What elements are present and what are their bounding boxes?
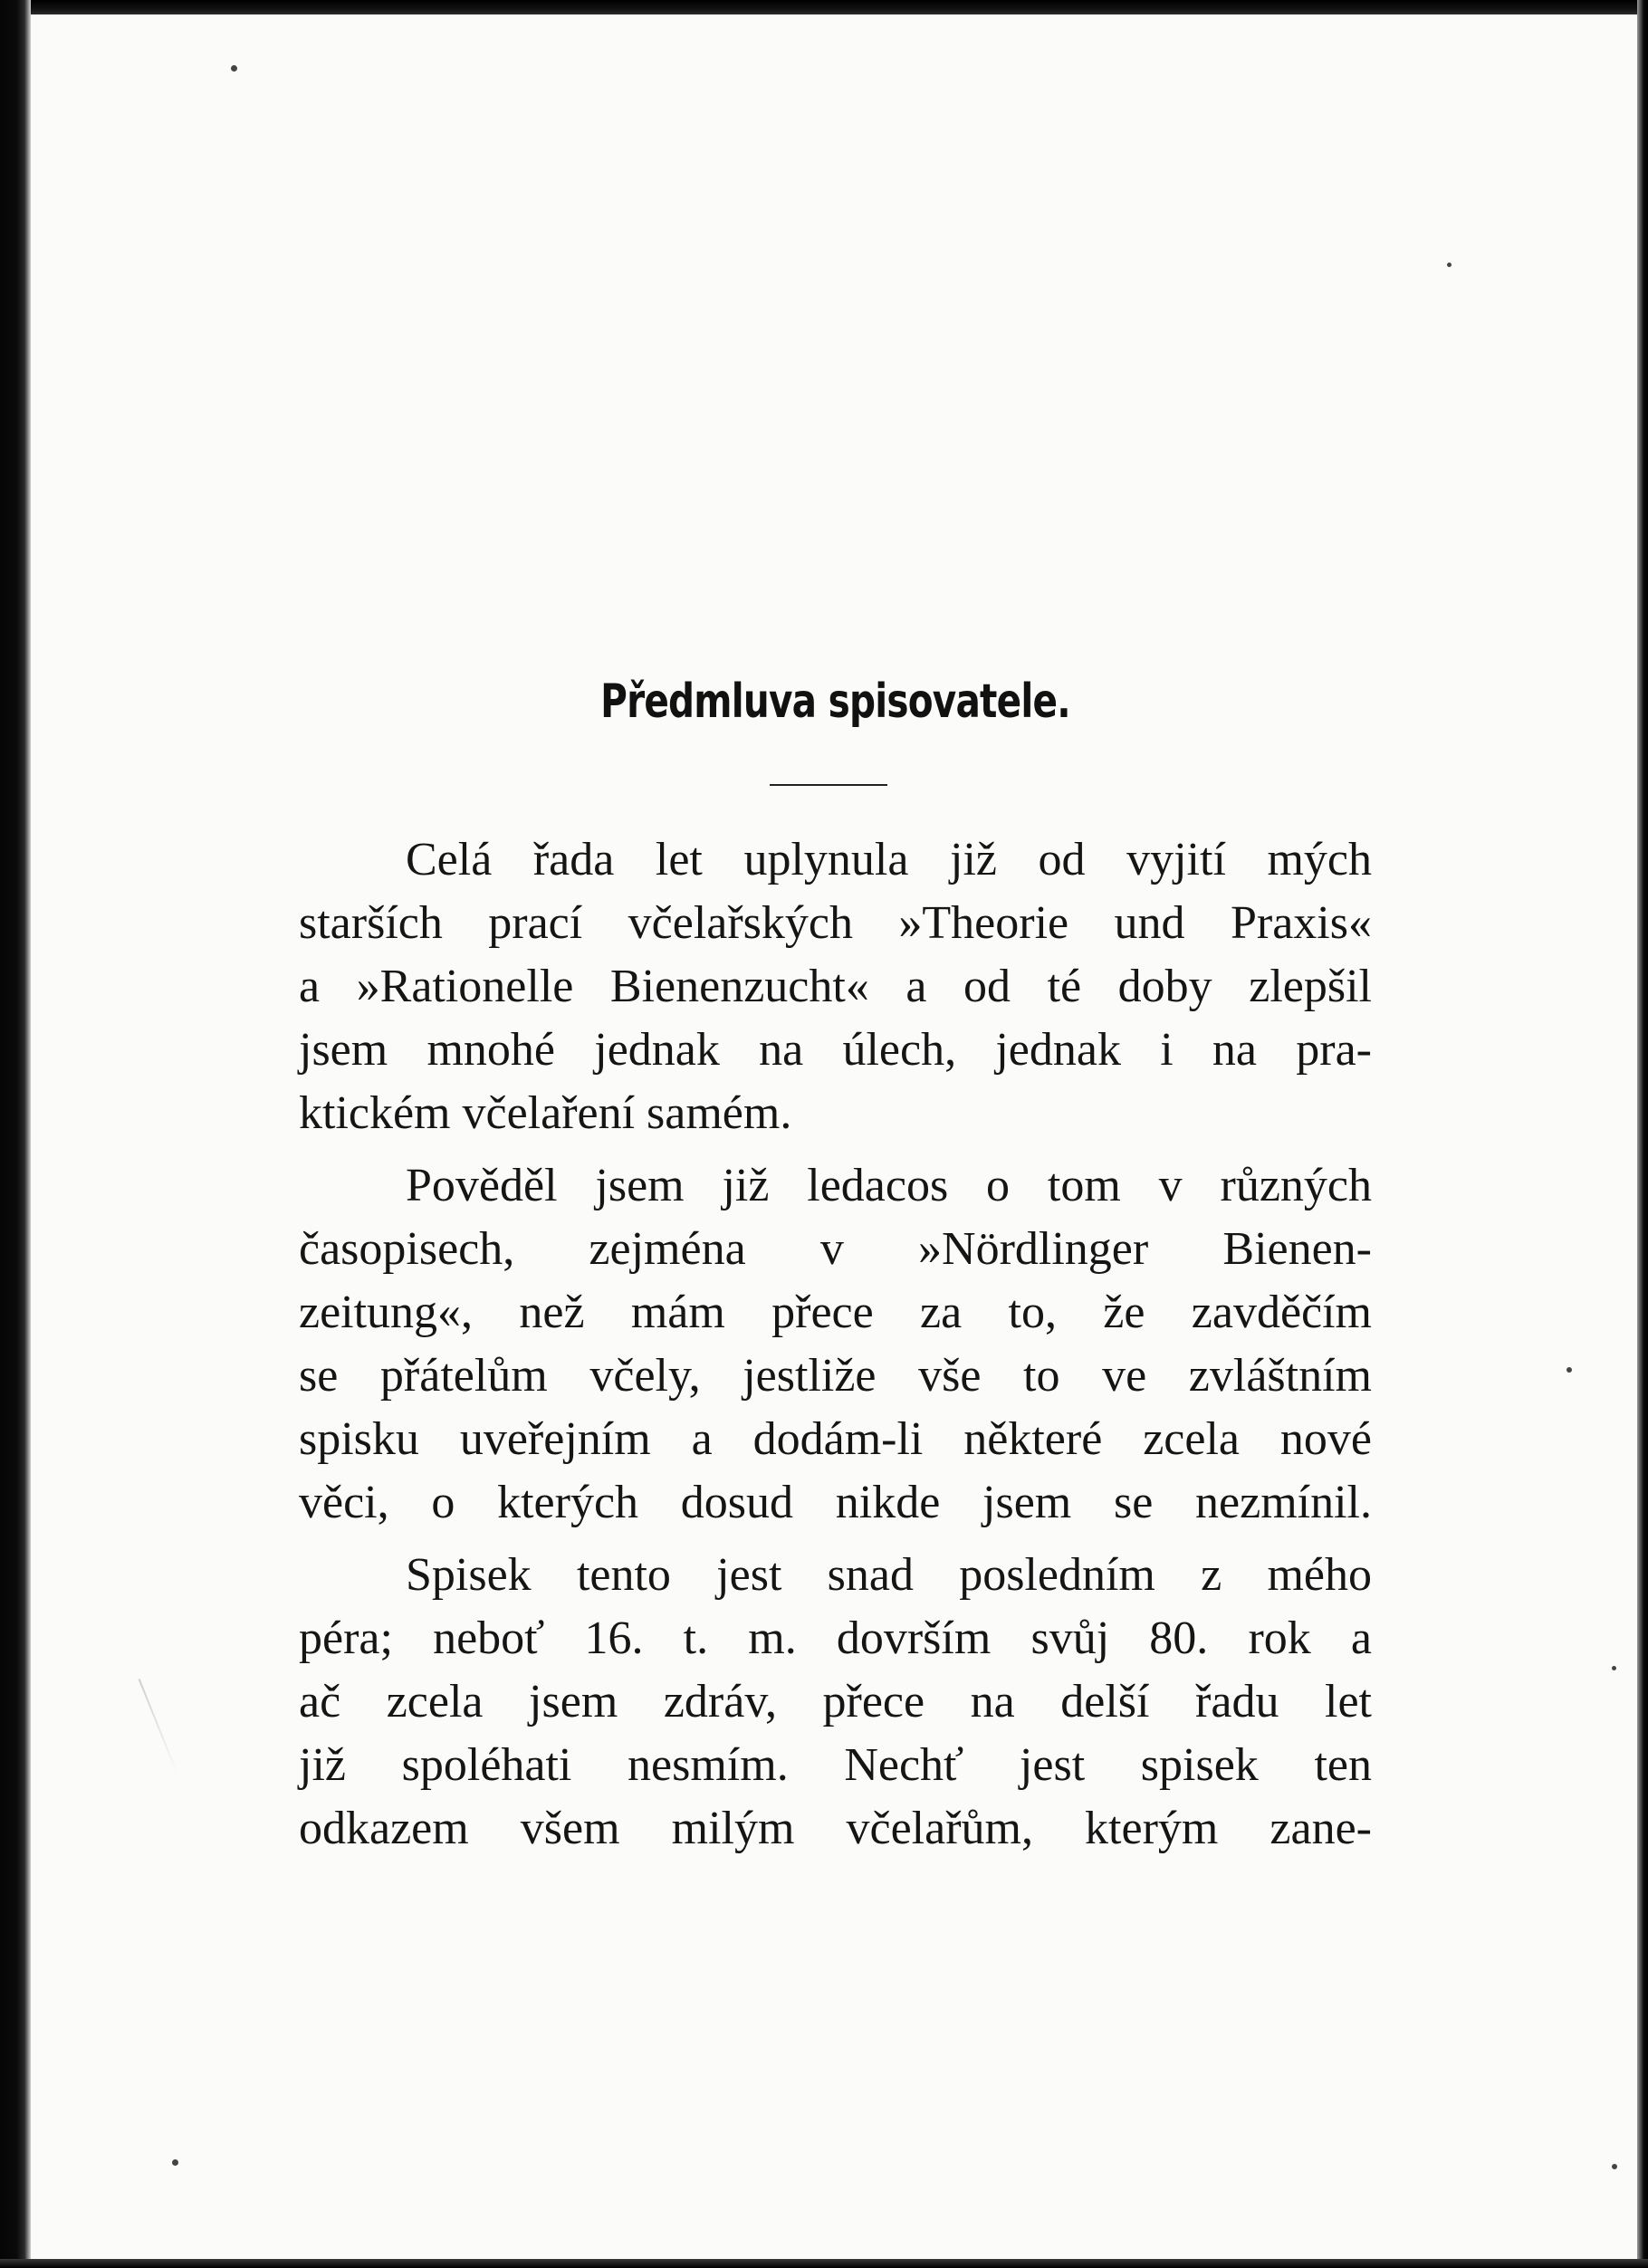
text-line: zeitung«, než mám přece za to, že zavděčím — [299, 1287, 1372, 1338]
text-line: Spisek tento jest snad posledním z mého — [406, 1549, 1372, 1601]
text-line: péra; neboť 16. t. m. dovrším svůj 80. rok a — [299, 1612, 1372, 1664]
dust-speck — [1567, 1367, 1572, 1373]
body-text — [299, 828, 1372, 1870]
text-line: ač zcela jsem zdráv, přece na delší řadu let — [299, 1676, 1372, 1727]
text-line: se přátelům včely, jestliže vše to ve zvláštním — [299, 1350, 1372, 1402]
paragraph — [299, 1544, 1372, 1861]
text-line: věci, o kterých dosud nikde jsem se nezmínil. — [299, 1477, 1372, 1528]
dust-speck — [1447, 263, 1452, 267]
dust-speck — [172, 2159, 178, 2166]
paper-crease — [139, 1679, 181, 1780]
scan-border-left — [0, 0, 31, 2268]
text-line: spisku uveřejním a dodám-li některé zcela nové — [299, 1413, 1372, 1465]
text-line: Celá řada let uplynula již od vyjití mých — [406, 834, 1372, 885]
dust-speck — [1612, 1666, 1616, 1670]
text-line: ktickém včelaření samém. — [299, 1087, 792, 1139]
text-line: a »Rationelle Bienenzucht« a od té doby zlepšil — [299, 961, 1372, 1012]
dust-speck — [1612, 2164, 1617, 2169]
page-title: Předmluva spisovatele. — [600, 675, 1070, 729]
text-line: jsem mnohé jednak na úlech, jednak i na pra- — [299, 1024, 1372, 1076]
text-line: Pověděl jsem již ledacos o tom v různých — [406, 1160, 1372, 1211]
text-line: odkazem všem milým včelařům, kterým zane- — [299, 1803, 1372, 1854]
scan-border-bottom — [0, 2259, 1648, 2268]
text-line: časopisech, zejména v »Nördlinger Bienen- — [299, 1223, 1372, 1275]
paragraph — [299, 1154, 1372, 1535]
scan-border-top — [0, 0, 1648, 14]
dust-speck — [231, 65, 237, 72]
paragraph — [299, 828, 1372, 1145]
title-rule — [770, 784, 887, 786]
text-line: starších prací včelařských »Theorie und Praxis« — [299, 897, 1372, 949]
text-line: již spoléhati nesmím. Nechť jest spisek ten — [299, 1739, 1372, 1791]
scan-border-right — [1637, 0, 1648, 2268]
